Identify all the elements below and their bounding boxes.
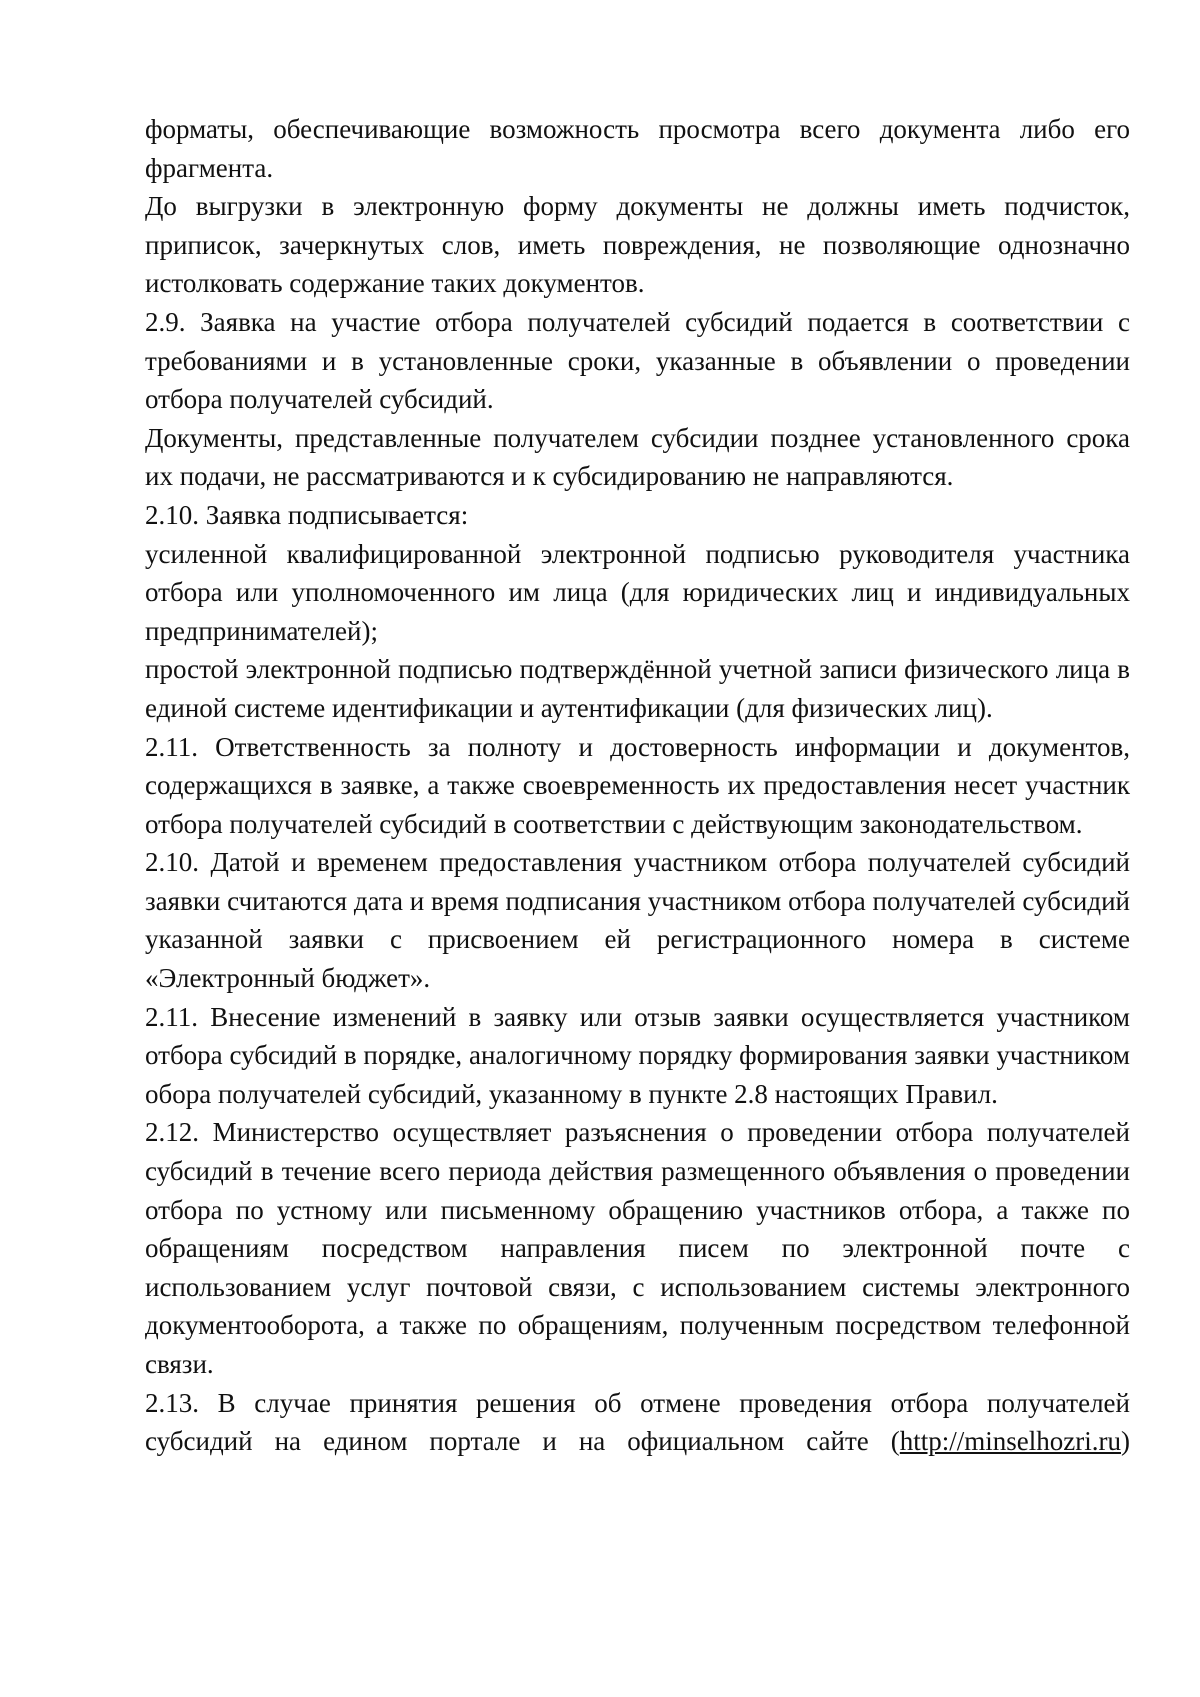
paragraph-2-9: 2.9. Заявка на участие отбора получателей субсидий подается в соответствии с требованиями и в установленные сроки, указанные в объявлении о проведении отбора получателей субсидий. bbox=[145, 306, 1130, 415]
paragraph-qualified-signature: усиленной квалифицированной электронной подписью руководителя участника отбора или уполномоченного им лица (для юридических лиц и индивидуальных предпринимателей); bbox=[145, 538, 1130, 646]
paragraph-2-10-signing: 2.10. Заявка подписывается: bbox=[145, 499, 469, 530]
paragraph-2-10-submission-date: 2.10. Датой и временем предоставления участником отбора получателей субсидий заявки считаются дата и время подписания участником отбора получателей субсидий указанной заявки с присвоением ей регистрационного номера в системе «Электронный бюджет». bbox=[145, 847, 1130, 994]
paragraph-upload-requirements: До выгрузки в электронную форму документы не должны иметь подчисток, приписок, зачеркнутых слов, иметь повреждения, не позволяющие однозначно истолковать содержание таких документов. bbox=[145, 191, 1130, 299]
paragraph-late-documents: Документы, представленные получателем субсидии позднее установленного срока их подачи, не рассматриваются и к субсидированию не направляются. bbox=[145, 422, 1130, 492]
paragraph-2-13-closing: ) bbox=[1121, 1426, 1130, 1457]
paragraph-2-13-text: 2.13. В случае принятия решения об отмене проведения отбора получателей субсидий на едином портале и на официальном сайте ( bbox=[145, 1387, 1130, 1457]
paragraph-simple-signature: простой электронной подписью подтверждённой учетной записи физического лица в единой системе идентификации и аутентификации (для физических лиц). bbox=[145, 654, 1130, 723]
paragraph-2-13-cancellation bbox=[145, 1384, 1130, 1461]
document-page bbox=[145, 110, 1130, 1461]
website-link[interactable]: http://minselhozri.ru bbox=[899, 1426, 1121, 1457]
paragraph-formats: форматы, обеспечивающие возможность просмотра всего документа либо его фрагмента. bbox=[145, 114, 1130, 183]
paragraph-2-11-responsibility: 2.11. Ответственность за полноту и достоверность информации и документов, содержащихся в заявке, а также своевременность их предоставления несет участник отбора получателей субсидий в соответствии с действующим законодательством. bbox=[145, 731, 1130, 839]
paragraph-2-11-changes: 2.11. Внесение изменений в заявку или отзыв заявки осуществляется участником отбора субсидий в порядке, аналогичному порядку формирования заявки участником обора получателей субсидий, указанному в пункте 2.8 настоящих Правил. bbox=[145, 1001, 1130, 1109]
paragraph-2-12-clarifications: 2.12. Министерство осуществляет разъяснения о проведении отбора получателей субсидий в течение всего периода действия размещенного объявления о проведении отбора по устному или письменному обращению участников отбора, а также по обращениям посредством направления писем по электронной почте с использованием услуг почтовой связи, с использованием системы электронного документооборота, а также по обращениям, полученным посредством телефонной связи. bbox=[145, 1117, 1130, 1379]
